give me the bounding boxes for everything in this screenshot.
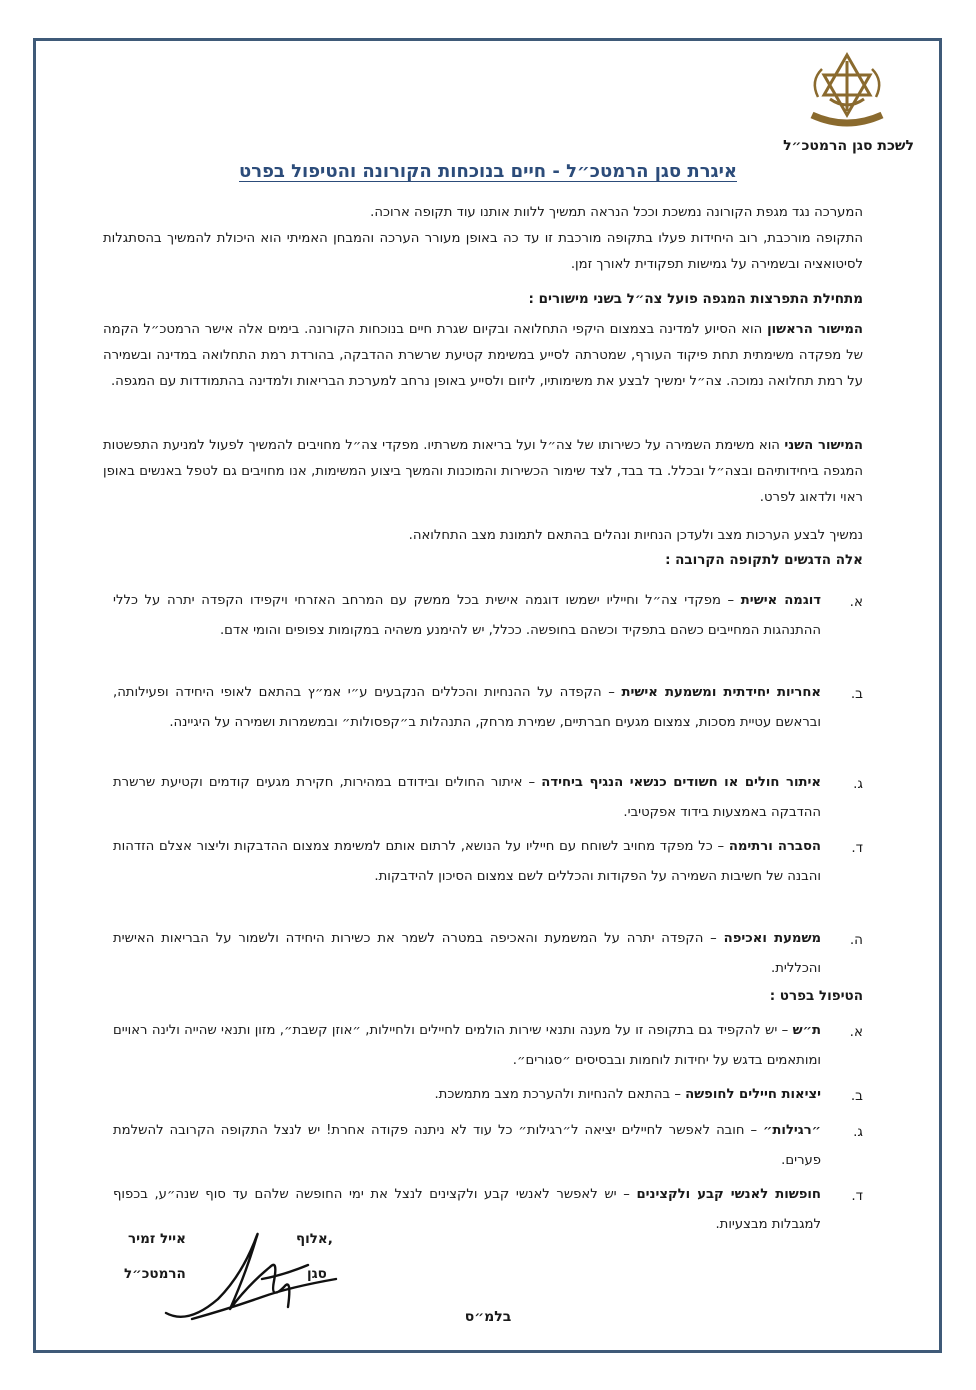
idf-emblem-icon <box>800 51 894 135</box>
emphasis-letter: ב. <box>850 686 863 702</box>
emphases-heading: אלה הדגשים לתקופה הקרובה : <box>665 552 863 568</box>
care-label: ״רגילות״ <box>763 1123 821 1138</box>
care-item <box>113 1116 821 1176</box>
emphasis-letter: ד. <box>851 840 863 856</box>
care-item <box>113 1016 821 1076</box>
signature-role-1: סגן <box>307 1266 327 1282</box>
intro-paragraph-1: המערכה נגד מגפת הקורונה נמשכת וככל הנראה תמשיך ללוות אותנו עוד תקופה ארוכה. <box>370 205 863 220</box>
classification-label: בלמ״ס <box>464 1309 512 1325</box>
care-heading: הטיפול בפרט : <box>769 988 863 1004</box>
signature-rank: אלוף, <box>296 1231 333 1247</box>
emphasis-text: – מפקדי צה״ל וחייליו ישמשו דוגמה אישית בכל ממשק עם המרחב האזרחי ויקפידו הקפדה יתרה על כללי ההתנהגות המחייבים כשהם בתפקיד וכשהם בחופשה. ככלל, יש להימנע משהיה במקומות צפופים והומי אדם. <box>113 593 821 638</box>
emphasis-item <box>113 678 821 738</box>
continue-paragraph: נמשיך לבצע הערכות מצב ולעדכן הנחיות ונהלים בהתאם לתמונת מצב התחלואה. <box>408 528 863 543</box>
plane-one-text: הוא הסיוע למדינה בצמצום היקפי התחלואה ובקיום שגרת חיים בנוכחות הקורונה. בימים אלה אישר הרמטכ״ל הקמה של מפקדה משימתית תחת פיקוד העורף, שמטרתה לסייע במשימת קטיעת שרשרת ההדבקה, בהורדת רמת התחלואה במדינה ובשמירה על רמת תחלואה נמוכה. צה״ל ימשיך לבצע את משימותיו, ליזום ולסייע באופן נרחב למערכת הבריאות ולמדינה בהתמודדות עם המגפה. <box>103 322 863 389</box>
emphasis-label: הסברה ורתימה <box>728 839 821 854</box>
emphasis-letter: ה. <box>849 932 863 948</box>
emphasis-label: אחריות יחידתית ומשמעת אישית <box>621 685 821 700</box>
emphasis-text: – כל מפקד מחויב לשוחח עם חייליו על הנושא, לרתום אותם למשימת צמצום ההדבקות וליצור אצלם הזדהות והבנה של חשיבות השמירה על הפקודות והכללים לשם צמצום הסיכון להידבקות. <box>113 839 821 884</box>
plane-two-paragraph <box>103 433 863 511</box>
office-header: לשכת סגן הרמטכ״ל <box>783 138 914 154</box>
emphasis-item <box>113 768 821 828</box>
care-label: יציאות חיילים לחופשה <box>685 1087 821 1102</box>
plane-one-paragraph <box>103 317 863 395</box>
care-item <box>113 1080 821 1110</box>
care-text: – בהתאם להנחיות ולהערכת מצב מתמשכת. <box>434 1087 686 1102</box>
care-label: ת״ש <box>792 1023 821 1038</box>
care-letter: ג. <box>853 1124 863 1140</box>
care-letter: א. <box>849 1024 863 1040</box>
care-text: – יש להקפיד גם בתקופה זו על מענה ותנאי שירות הולמים לחיילים ולחיילות, ״אוזן קשבת״, מזון ותנאי שהייה ולינה ראויים ומותאמים בדגש על יחידות לוחמות ובבסיסים ״סגורים״. <box>113 1023 821 1068</box>
emphasis-letter: א. <box>849 594 863 610</box>
emphasis-letter: ג. <box>853 776 863 792</box>
section-start-heading: מתחילת התפרצות המגפה פועל צה״ל בשני מישורים : <box>528 291 863 307</box>
plane-two-label: המישור השני <box>784 438 863 453</box>
plane-one-label: המישור הראשון <box>767 322 863 337</box>
emphasis-label: איתור חולים או חשודים כנשאי הנגיף ביחידה <box>541 775 821 790</box>
care-letter: ד. <box>851 1188 863 1204</box>
care-label: חופשות לאנשי קבע ולקצינים <box>636 1187 821 1202</box>
care-letter: ב. <box>850 1088 863 1104</box>
emphasis-item <box>113 586 821 646</box>
emphasis-text: – איתור החולים ובידודם במהירות, חקירת מגעים קודמים וקטיעת שרשרת ההדבקה באמצעות בידוד אפקטיבי. <box>113 775 821 820</box>
care-text: – חובה לאפשר לחיילים יציאה ל״רגילות״ כל עוד לא ניתנה פקודה אחרת! יש לנצל התקופה הקרובה להשלמת פערים. <box>113 1123 821 1168</box>
signature-name: אייל זמיר <box>128 1231 186 1247</box>
document-title: איגרת סגן הרמטכ״ל - חיים בנוכחות הקורונה והטיפול בפרט <box>239 161 737 182</box>
signature-role-2: הרמטכ״ל <box>124 1266 186 1282</box>
emphasis-text: – הקפדה על ההנחיות והכללים הנקבעים ע״י אמ״ץ בהתאם לאופי היחידה ופעילותה, ובראשם עטיית מסכות, צמצום מגעים חברתיים, שמירת מרחק, התנהלות ב״קפסולות״ ובמשמרות ושמירה על היגיינה. <box>113 685 821 730</box>
emphasis-label: דוגמה אישית <box>740 593 821 608</box>
emphasis-item <box>113 832 821 892</box>
emphasis-text: – הקפדה יתרה על המשמעת והאכיפה במטרה לשמר את כשירות היחידה ולשמור על הבריאות האישית והכללית. <box>113 931 821 976</box>
care-text: – יש לאפשר לאנשי קבע ולקצינים לנצל את ימי החופשה שלהם עד סוף שנה״ע, בכפוף למגבלות מבצעיות. <box>113 1187 821 1232</box>
plane-two-text: הוא משימת השמירה על כשירותו של צה״ל ועל בריאות משרתיו. מפקדי צה״ל מחויבים להמשיך לפעול למניעת התפשטות המגפה ביחידותיהם ובצה״ל ובכלל. בד בבד, לצד שימור הכשירות והמוכנות והמשך ביצוע המשימות, אנו מחויבים גם לטפל באנשים באופן ראוי ולדאוג לפרט. <box>103 438 863 505</box>
emphasis-label: משמעת ואכיפה <box>723 931 821 946</box>
intro-paragraph-2: התקופה מורכבת, רוב היחידות פעלו בתקופה מורכבת זו עד כה באופן מעורר הערכה והמבחן האמיתי הוא היכולת להמשיך בהסתגלות לסיטואציה ובשמירה על גמישות תפקודית לאורך זמן. <box>103 231 863 272</box>
emphasis-item <box>113 924 821 984</box>
